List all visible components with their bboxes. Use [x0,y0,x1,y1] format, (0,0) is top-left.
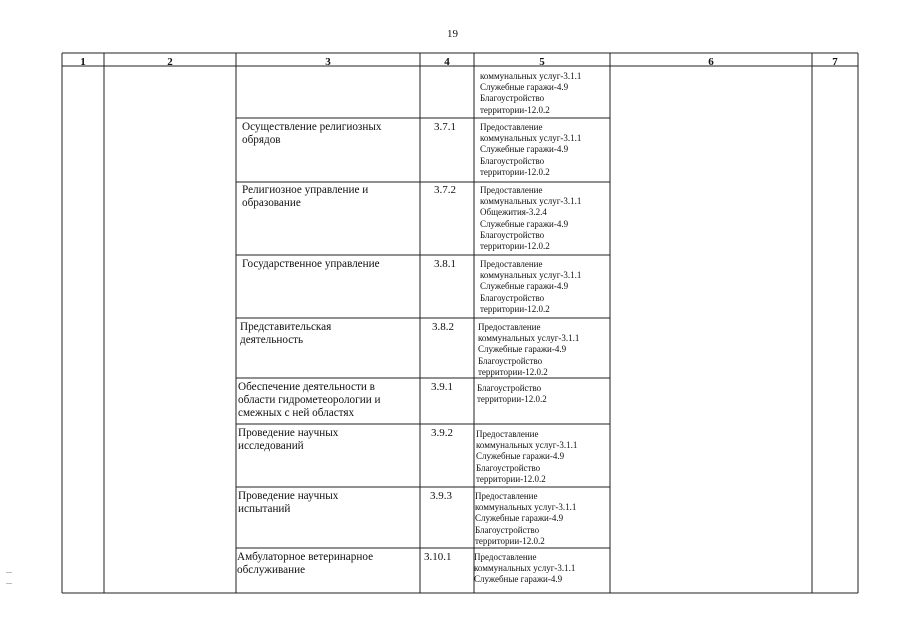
list-item: коммунальных услуг-3.1.1 [474,563,576,574]
list-item: Служебные гаражи-4.9 [474,574,563,585]
row-items [475,491,576,547]
list-item: территории-12.0.2 [478,366,548,377]
row-name: Религиозное управление и образование [242,184,369,209]
list-item: коммунальных услуг-3.1.1 [480,133,582,144]
list-item: Благоустройство [475,524,540,535]
row-code: 3.7.1 [434,121,456,133]
list-item: Предоставление [480,259,543,269]
list-item: Служебные гаражи-4.9 [480,144,569,155]
row-code: 3.9.1 [431,381,453,393]
list-item: Служебные гаражи-4.9 [476,451,565,462]
scan-margin-mark [6,572,12,573]
row-name: Проведение научных испытаний [238,490,339,515]
list-item: коммунальных услуг-3.1.1 [480,71,582,81]
row-items [476,429,577,485]
row-items [480,259,581,315]
column-header-6: 6 [708,56,714,68]
list-item: территории-12.0.2 [476,473,546,484]
list-item: Служебные гаражи-4.9 [475,513,564,524]
row-items [480,185,581,252]
list-item: Благоустройство [480,93,545,104]
row-name: Представительская деятельность [240,321,332,346]
list-item: Благоустройство [476,462,541,473]
list-item: Благоустройство [477,383,542,393]
row-name: Государственное управление [242,258,380,270]
list-item: Служебные гаражи-4.9 [480,82,569,93]
row-code: 3.10.1 [424,551,452,563]
list-item: территории-12.0.2 [480,166,550,177]
list-item: коммунальных услуг-3.1.1 [480,270,582,281]
list-item: территории-12.0.2 [475,535,545,546]
column-header-5: 5 [539,56,545,68]
row-code: 3.9.3 [430,490,452,502]
row-code: 3.8.2 [432,321,454,333]
row-items [480,122,581,178]
list-item: Предоставление [476,429,539,439]
row-code: 3.7.2 [434,184,456,196]
list-item: Благоустройство [480,292,545,303]
list-item: Предоставление [480,185,543,195]
list-item: коммунальных услуг-3.1.1 [478,333,580,344]
continuation-list [480,71,581,116]
row-code: 3.9.2 [431,427,453,439]
row-name: Осуществление религиозных обрядов [242,121,382,146]
column-header-2: 2 [167,56,173,68]
list-item: территории-12.0.2 [480,303,550,314]
list-item: Благоустройство [480,229,545,240]
row-items [477,383,547,405]
list-item: коммунальных услуг-3.1.1 [476,440,578,451]
list-item: Служебные гаражи-4.9 [480,281,569,292]
list-item: Предоставление [474,552,537,562]
column-header-3: 3 [325,56,331,68]
row-code: 3.8.1 [434,258,456,270]
list-item: Служебные гаражи-4.9 [478,344,567,355]
row-name: Проведение научных исследований [238,427,339,452]
list-item: Служебные гаражи-4.9 [480,218,569,229]
column-header-4: 4 [444,56,450,68]
list-item: территории-12.0.2 [477,394,547,405]
list-item: Предоставление [480,122,543,132]
scan-margin-mark [6,583,12,584]
page-number: 19 [447,28,458,40]
column-header-7: 7 [832,56,838,68]
row-name: Амбулаторное ветеринарное обслуживание [237,551,374,576]
column-header-1: 1 [80,56,86,68]
list-item: Предоставление [478,322,541,332]
list-item: Благоустройство [478,355,543,366]
row-name: Обеспечение деятельности в области гидрометеорологии и смежных с ней областях [238,381,381,419]
row-items [478,322,579,378]
list-item: Предоставление [475,491,538,501]
list-item: коммунальных услуг-3.1.1 [475,502,577,513]
list-item: коммунальных услуг-3.1.1 [480,196,582,207]
list-item: территории-12.0.2 [480,104,550,115]
list-item: Благоустройство [480,155,545,166]
list-item: территории-12.0.2 [480,241,550,252]
list-item: Общежития-3.2.4 [480,207,547,218]
row-items [474,552,575,586]
